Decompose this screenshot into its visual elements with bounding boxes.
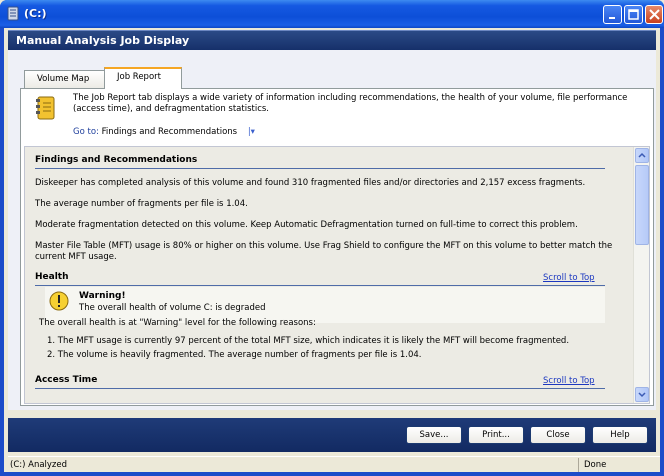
tab-job-report[interactable]: Job Report xyxy=(104,67,182,89)
close-window-button[interactable] xyxy=(645,5,663,24)
report-content xyxy=(25,147,634,403)
scroll-up-button[interactable] xyxy=(635,148,649,163)
findings-paragraph: Master File Table (MFT) usage is 80% or higher on this volume. Use Frag Shield to configure the MFT on this volume to better match the current MFT usage. xyxy=(35,241,613,262)
client-area xyxy=(4,28,660,472)
health-scroll-to-top-link[interactable]: Scroll to Top xyxy=(543,273,595,283)
status-divider xyxy=(578,458,579,472)
tab-content xyxy=(20,88,654,406)
tab-volume-map[interactable]: Volume Map xyxy=(24,70,106,88)
access-divider xyxy=(35,388,605,389)
findings-paragraph: The average number of fragments per file is 1.04. xyxy=(35,199,248,209)
goto-value[interactable]: Findings and Recommendations xyxy=(101,127,238,137)
goto-selector[interactable] xyxy=(73,127,255,137)
health-divider xyxy=(35,285,605,286)
goto-label: Go to: xyxy=(73,127,99,137)
minimize-button[interactable] xyxy=(603,5,622,24)
action-bar xyxy=(8,418,656,452)
info-description: The Job Report tab displays a wide variety of information including recommendations, the health of your volume, file performance (access time), and defragmentation statistics. xyxy=(73,93,628,114)
scroll-down-button[interactable] xyxy=(635,387,649,402)
disk-drive-icon xyxy=(6,6,20,21)
report-scroll-area[interactable] xyxy=(24,146,650,404)
report-book-icon xyxy=(35,95,57,121)
health-reason-intro: The overall health is at "Warning" level for the following reasons: xyxy=(39,318,316,328)
warning-text: The overall health of volume C: is degraded xyxy=(79,303,266,313)
warning-title: Warning! xyxy=(79,291,126,301)
status-text: (C:) Analyzed xyxy=(10,460,68,470)
help-button[interactable]: Help xyxy=(592,426,648,444)
findings-paragraph: Moderate fragmentation detected on this volume. Keep Automatic Defragmentation turned on full-time to correct this problem. xyxy=(35,220,578,230)
findings-heading: Findings and Recommendations xyxy=(35,155,198,165)
save-button[interactable]: Save... xyxy=(406,426,462,444)
close-button[interactable]: Close xyxy=(530,426,586,444)
health-reason: 1. The MFT usage is currently 97 percent of the total MFT size, which indicates it is likely the MFT will become fragmented. xyxy=(47,336,570,346)
vertical-scrollbar[interactable] xyxy=(633,147,649,403)
chevron-down-icon xyxy=(636,388,648,401)
title-bar[interactable] xyxy=(0,0,664,28)
window-title: (C:) xyxy=(24,7,47,20)
maximize-button[interactable] xyxy=(624,5,643,24)
chevron-up-icon xyxy=(636,149,648,162)
minimize-icon xyxy=(607,9,618,20)
health-reason: 2. The volume is heavily fragmented. The average number of fragments per file is 1.04. xyxy=(47,350,422,360)
page-header xyxy=(8,30,656,50)
findings-paragraph: Diskeeper has completed analysis of this volume and found 310 fragmented files and/or directories and 2,157 excess fragments. xyxy=(35,178,586,188)
close-icon xyxy=(649,9,660,20)
info-panel xyxy=(21,89,653,145)
status-bar xyxy=(8,456,660,472)
access-scroll-to-top-link[interactable]: Scroll to Top xyxy=(543,376,595,386)
page-title: Manual Analysis Job Display xyxy=(16,34,190,47)
findings-divider xyxy=(35,168,605,169)
warning-icon xyxy=(49,291,69,311)
scroll-thumb[interactable] xyxy=(635,165,649,245)
health-heading: Health xyxy=(35,272,69,282)
print-button[interactable]: Print... xyxy=(468,426,524,444)
dropdown-chevron-icon[interactable]: |▾ xyxy=(247,127,255,137)
status-state: Done xyxy=(584,460,607,470)
maximize-icon xyxy=(628,9,639,20)
access-time-heading: Access Time xyxy=(35,375,98,385)
